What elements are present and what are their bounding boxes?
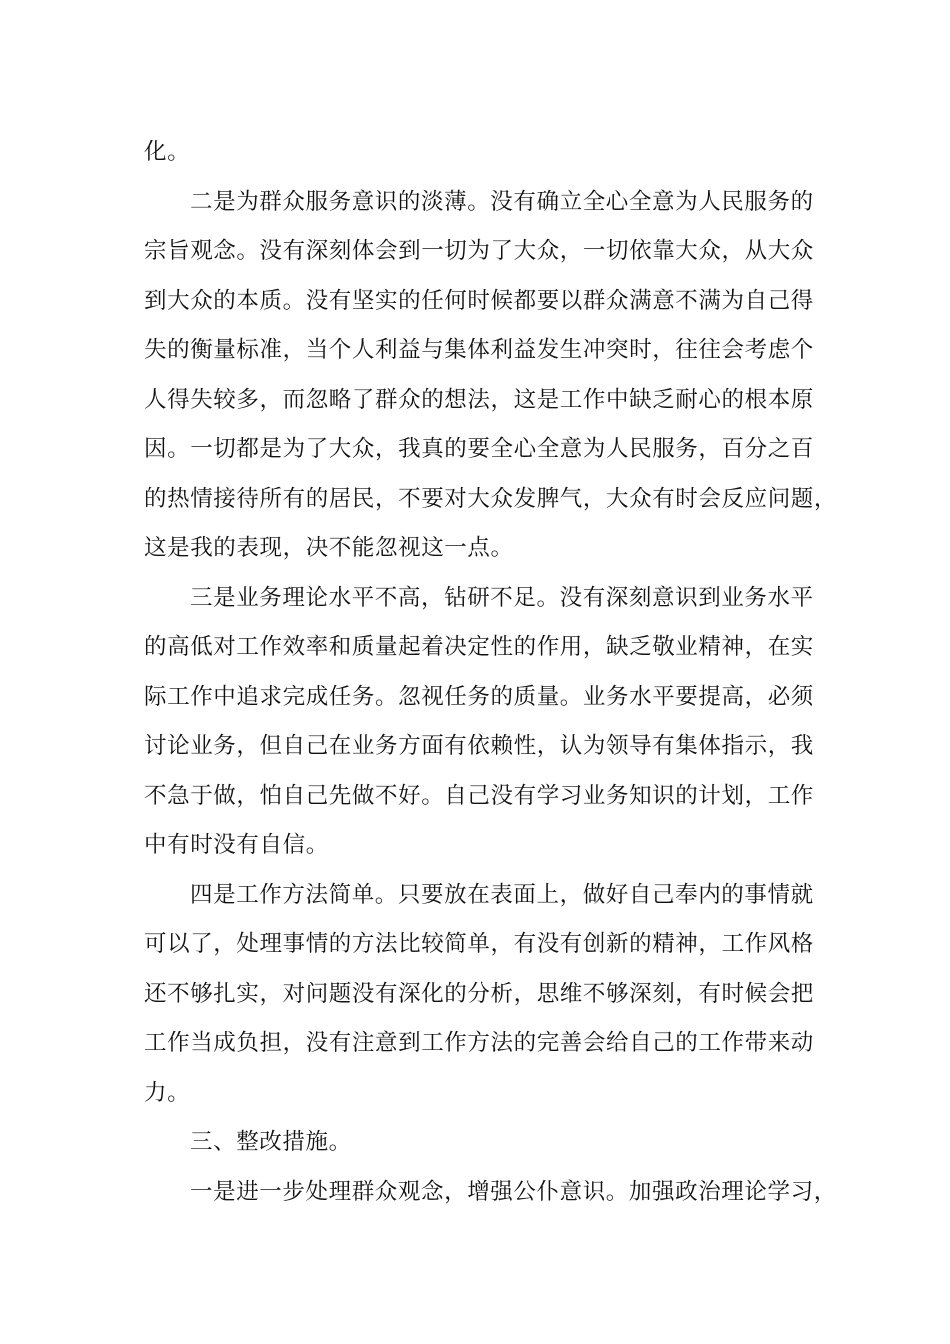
- paragraph-start-line: 二是为群众服务意识的淡薄。没有确立全心全意为人民服务的: [190, 188, 814, 215]
- paragraph-start-line: 一是进一步处理群众观念，增强公仆意识。加强政治理论学习，: [190, 1178, 837, 1205]
- paragraph-start-line: 三是业务理论水平不高，钻研不足。没有深刻意识到业务水平: [190, 584, 814, 611]
- text-line: 宗旨观念。没有深刻体会到一切为了大众，一切依靠大众，从大众: [144, 238, 814, 264]
- text-line: 工作当成负担，没有注意到工作方法的完善会给自己的工作带来动: [144, 1030, 814, 1056]
- text-line: 讨论业务，但自己在业务方面有依赖性，认为领导有集体指示，我: [144, 733, 814, 759]
- text-line: 的高低对工作效率和质量起着决定性的作用，缺乏敬业精神，在实: [144, 634, 814, 660]
- text-line: 还不够扎实，对问题没有深化的分析，思维不够深刻，有时候会把: [144, 980, 814, 1007]
- text-line: 化。: [144, 139, 191, 165]
- document-body: [144, 128, 838, 1217]
- text-line: 失的衡量标准，当个人利益与集体利益发生冲突时，往往会考虑个: [144, 337, 814, 363]
- text-line: 到大众的本质。没有坚实的任何时候都要以群众满意不满为自己得: [144, 287, 814, 314]
- text-line: 人得失较多，而忽略了群众的想法，这是工作中缺乏耐心的根本原: [144, 386, 814, 413]
- paragraph-start-line: 四是工作方法简单。只要放在表面上，做好自己奉内的事情就: [190, 881, 814, 908]
- text-line: 的热情接待所有的居民，不要对大众发脾气，大众有时会反应问题，: [144, 485, 838, 512]
- text-line: 这是我的表现，决不能忽视这一点。: [144, 535, 514, 561]
- text-line: 中有时没有自信。: [144, 832, 329, 858]
- text-line: 力。: [144, 1079, 191, 1106]
- text-line: 因。一切都是为了大众，我真的要全心全意为人民服务，百分之百: [144, 436, 814, 462]
- text-line: 可以了，处理事情的方法比较简单，有没有创新的精神，工作风格: [144, 931, 814, 957]
- text-line: 不急于做，怕自己先做不好。自己没有学习业务知识的计划，工作: [144, 782, 814, 809]
- text-line: 际工作中追求完成任务。忽视任务的质量。业务水平要提高，必须: [144, 683, 814, 710]
- section-heading: 三、整改措施。: [190, 1129, 352, 1155]
